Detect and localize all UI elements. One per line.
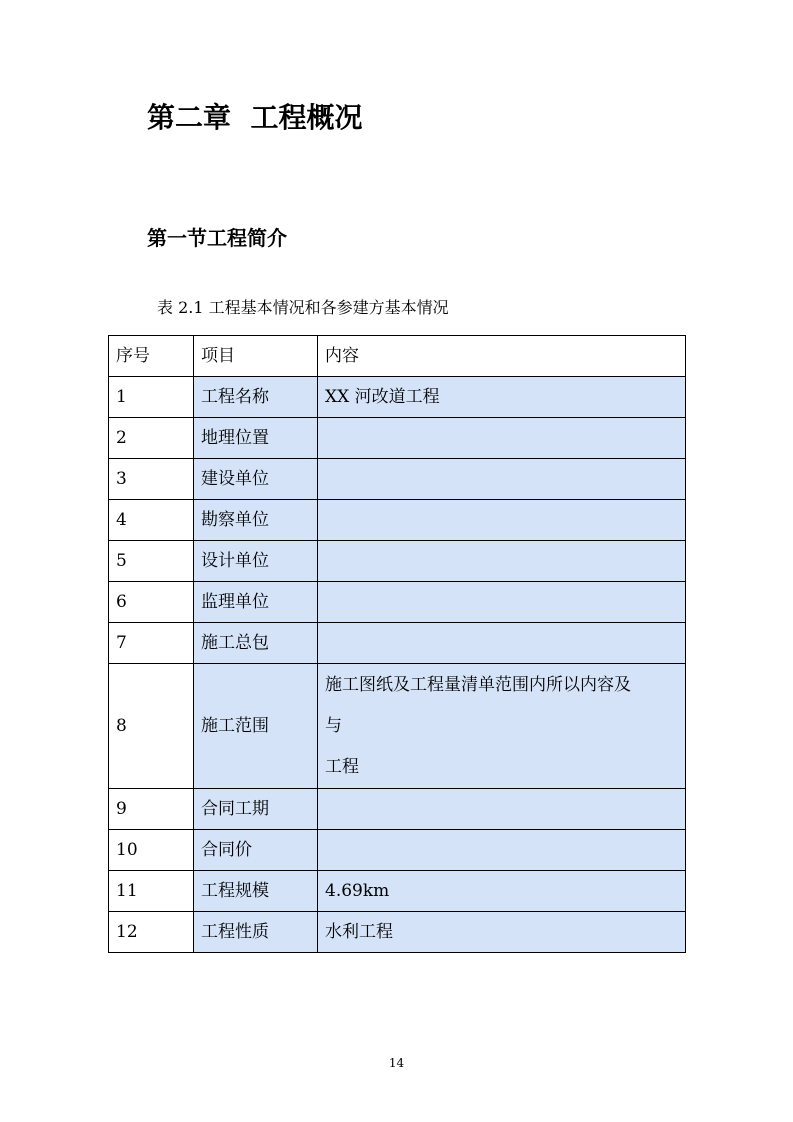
- row-item: 设计单位: [194, 541, 318, 582]
- row-item: 地理位置: [194, 418, 318, 459]
- header-cell-content: 内容: [318, 336, 686, 377]
- row-content: [318, 623, 686, 664]
- header-cell-no: 序号: [109, 336, 194, 377]
- row-content: [318, 582, 686, 623]
- row-content-line: 工程: [325, 756, 359, 777]
- row-number: 4: [109, 500, 194, 541]
- table-row: [109, 500, 686, 541]
- table-row: [109, 789, 686, 830]
- table-row: [109, 582, 686, 623]
- row-number: 2: [109, 418, 194, 459]
- row-number: 7: [109, 623, 194, 664]
- row-item: 监理单位: [194, 582, 318, 623]
- project-info-table: [108, 335, 686, 953]
- row-number: 8: [109, 664, 194, 789]
- table-header-row: [109, 336, 686, 377]
- row-content-line: 施工图纸及工程量清单范围内所以内容及: [325, 674, 631, 695]
- row-number: 11: [109, 871, 194, 912]
- row-content: [318, 418, 686, 459]
- table-row: [109, 664, 686, 789]
- row-item: 工程规模: [194, 871, 318, 912]
- row-content: 4.69km: [318, 871, 686, 912]
- row-content: [318, 541, 686, 582]
- row-item: 合同工期: [194, 789, 318, 830]
- row-number: 1: [109, 377, 194, 418]
- row-number: 9: [109, 789, 194, 830]
- row-content: [318, 459, 686, 500]
- table-row: [109, 912, 686, 953]
- row-item: 施工范围: [194, 664, 318, 789]
- row-content: [318, 789, 686, 830]
- header-cell-item: 项目: [194, 336, 318, 377]
- row-item: 建设单位: [194, 459, 318, 500]
- table-row: [109, 541, 686, 582]
- row-content: [318, 830, 686, 871]
- row-number: 6: [109, 582, 194, 623]
- row-content: XX 河改道工程: [318, 377, 686, 418]
- row-content: [318, 500, 686, 541]
- table-row: [109, 377, 686, 418]
- row-number: 10: [109, 830, 194, 871]
- section-title: 第一节工程简介: [147, 226, 287, 250]
- row-item: 工程性质: [194, 912, 318, 953]
- row-content: [318, 664, 686, 789]
- table-caption: 表 2.1 工程基本情况和各参建方基本情况: [157, 298, 449, 317]
- row-item: 勘察单位: [194, 500, 318, 541]
- row-item: 合同价: [194, 830, 318, 871]
- chapter-title: 第二章 工程概况: [147, 101, 363, 134]
- table-row: [109, 418, 686, 459]
- row-content-line: 与: [325, 715, 342, 736]
- row-number: 3: [109, 459, 194, 500]
- table-row: [109, 623, 686, 664]
- table-row: [109, 459, 686, 500]
- page-number: 14: [388, 1056, 405, 1070]
- table-row: [109, 830, 686, 871]
- row-content: 水利工程: [318, 912, 686, 953]
- row-item: 工程名称: [194, 377, 318, 418]
- row-number: 5: [109, 541, 194, 582]
- row-item: 施工总包: [194, 623, 318, 664]
- row-number: 12: [109, 912, 194, 953]
- table-row: [109, 871, 686, 912]
